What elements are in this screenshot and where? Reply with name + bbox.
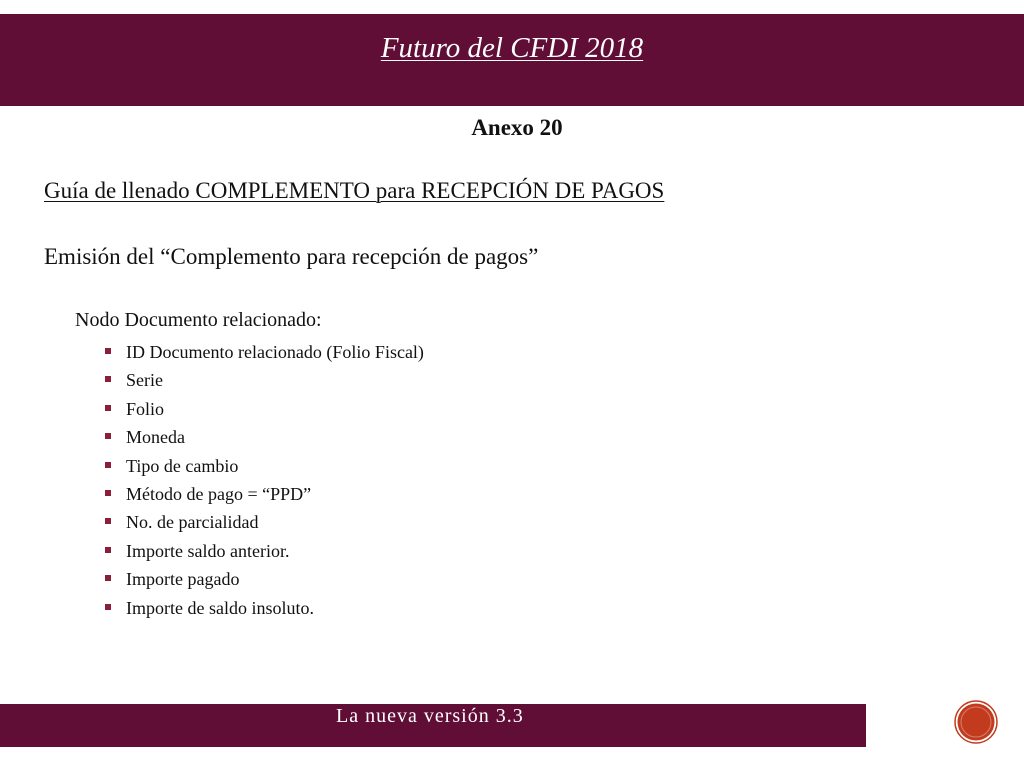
- list-item: [105, 368, 424, 396]
- bullet-icon: [105, 433, 111, 439]
- slide-title: Futuro del CFDI 2018: [380, 32, 644, 64]
- list-item: [105, 340, 424, 368]
- list-item: [105, 454, 424, 482]
- list-item: [105, 596, 424, 624]
- list-item-text: No. de parcialidad: [126, 512, 259, 533]
- list-item-text: Folio: [126, 398, 165, 419]
- list-item: [105, 567, 424, 595]
- bullet-icon: [105, 604, 111, 610]
- list-item-text: Tipo de cambio: [126, 455, 239, 476]
- list-item: [105, 425, 424, 453]
- list-item-text: Importe de saldo insoluto.: [126, 597, 314, 618]
- list-item-text: ID Documento relacionado (Folio Fiscal): [126, 342, 424, 362]
- bullet-icon: [105, 490, 111, 496]
- bullet-list: [105, 340, 424, 624]
- bullet-icon: [105, 376, 111, 382]
- emision-heading: Emisión del “Complemento para recepción de pagos”: [44, 244, 539, 269]
- list-item: [105, 482, 424, 510]
- bullet-icon: [105, 518, 111, 524]
- list-item-text: Importe pagado: [126, 569, 240, 590]
- footer-text: La nueva versión 3.3: [336, 705, 524, 727]
- list-item: [105, 539, 424, 567]
- list-item-text: Método de pago = “PPD”: [126, 483, 312, 504]
- guia-heading: Guía de llenado COMPLEMENTO para RECEPCIÓN DE PAGOS: [44, 178, 665, 203]
- bullet-icon: [105, 547, 111, 553]
- bullet-icon: [105, 575, 111, 581]
- bullet-icon: [105, 462, 111, 468]
- anexo-heading: Anexo 20: [471, 115, 563, 140]
- list-item-text: Serie: [126, 370, 163, 391]
- list-item-text: Moneda: [126, 427, 185, 448]
- list-item-text: Importe saldo anterior.: [126, 540, 290, 561]
- list-item: [105, 397, 424, 425]
- bullet-icon: [105, 405, 111, 411]
- nodo-label: Nodo Documento relacionado:: [75, 309, 322, 331]
- circle-logo-icon: [954, 700, 998, 744]
- list-item: [105, 510, 424, 538]
- bullet-icon: [105, 348, 111, 354]
